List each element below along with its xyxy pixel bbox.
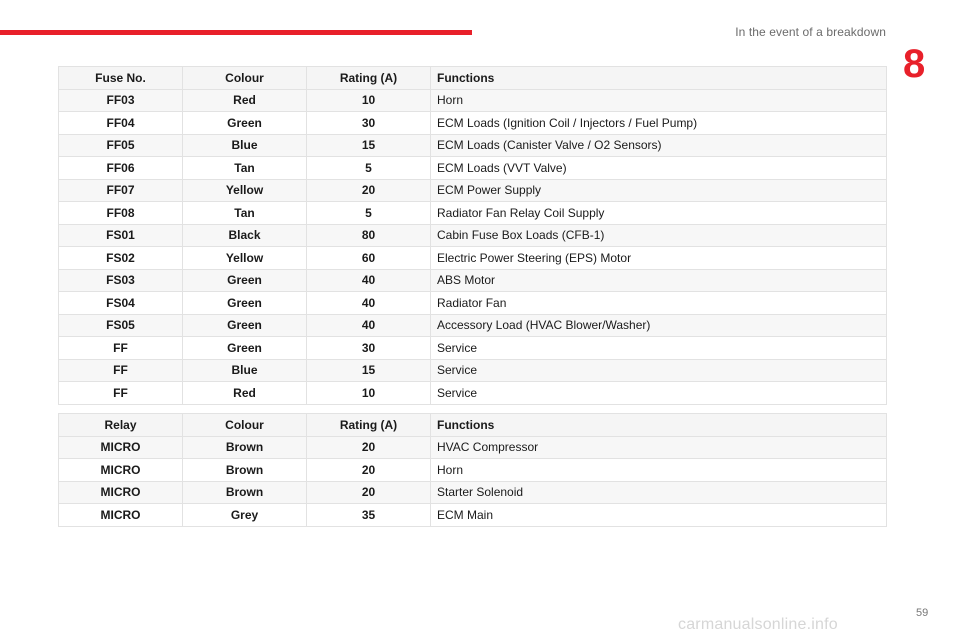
cell-rating: 30 (307, 112, 431, 135)
cell-colour: Grey (183, 504, 307, 527)
cell-number: FF06 (59, 157, 183, 180)
cell-number: FF08 (59, 202, 183, 225)
cell-colour: Yellow (183, 247, 307, 270)
table-row (59, 179, 887, 202)
cell-function: ECM Loads (VVT Valve) (431, 157, 887, 180)
cell-function: Service (431, 382, 887, 405)
cell-colour: Green (183, 112, 307, 135)
cell-rating: 40 (307, 269, 431, 292)
cell-number: FF (59, 337, 183, 360)
cell-rating: 80 (307, 224, 431, 247)
cell-rating: 40 (307, 314, 431, 337)
section-title: In the event of a breakdown (735, 25, 886, 39)
table-row (59, 459, 887, 482)
cell-number: FF (59, 382, 183, 405)
table-row (59, 224, 887, 247)
cell-colour: Yellow (183, 179, 307, 202)
table-row (59, 157, 887, 180)
cell-rating: 30 (307, 337, 431, 360)
table-header-row (59, 67, 887, 90)
cell-function: Electric Power Steering (EPS) Motor (431, 247, 887, 270)
cell-function: Service (431, 337, 887, 360)
table-row (59, 247, 887, 270)
cell-rating: 5 (307, 157, 431, 180)
cell-rating: 5 (307, 202, 431, 225)
table-row (59, 292, 887, 315)
cell-colour: Red (183, 89, 307, 112)
cell-rating: 10 (307, 89, 431, 112)
cell-colour: Black (183, 224, 307, 247)
cell-rating: 15 (307, 359, 431, 382)
cell-number: MICRO (59, 436, 183, 459)
cell-number: MICRO (59, 481, 183, 504)
cell-function: Radiator Fan Relay Coil Supply (431, 202, 887, 225)
table-row (59, 269, 887, 292)
header-cell-number: Fuse No. (59, 67, 183, 90)
cell-function: Radiator Fan (431, 292, 887, 315)
cell-rating: 20 (307, 179, 431, 202)
header-cell-rating: Rating (A) (307, 67, 431, 90)
table-header-row (59, 414, 887, 437)
chapter-number: 8 (903, 42, 926, 86)
watermark: carmanualsonline.info (678, 616, 838, 633)
table-row (59, 481, 887, 504)
cell-rating: 60 (307, 247, 431, 270)
cell-colour: Green (183, 314, 307, 337)
cell-colour: Tan (183, 157, 307, 180)
table-row (59, 112, 887, 135)
cell-function: Starter Solenoid (431, 481, 887, 504)
cell-function: ABS Motor (431, 269, 887, 292)
cell-rating: 20 (307, 481, 431, 504)
table-row (59, 202, 887, 225)
header-cell-function: Functions (431, 414, 887, 437)
cell-number: FS02 (59, 247, 183, 270)
cell-number: FF07 (59, 179, 183, 202)
cell-number: MICRO (59, 459, 183, 482)
page-number: 59 (916, 607, 929, 619)
cell-function: ECM Power Supply (431, 179, 887, 202)
cell-rating: 40 (307, 292, 431, 315)
fuse-table (58, 66, 887, 405)
cell-function: Horn (431, 459, 887, 482)
table-row (59, 436, 887, 459)
cell-rating: 20 (307, 459, 431, 482)
cell-function: ECM Loads (Ignition Coil / Injectors / Fuel Pump) (431, 112, 887, 135)
cell-number: FF04 (59, 112, 183, 135)
cell-function: ECM Main (431, 504, 887, 527)
header-cell-number: Relay (59, 414, 183, 437)
cell-rating: 10 (307, 382, 431, 405)
cell-rating: 20 (307, 436, 431, 459)
cell-colour: Blue (183, 134, 307, 157)
cell-number: FS05 (59, 314, 183, 337)
cell-colour: Brown (183, 481, 307, 504)
cell-function: Cabin Fuse Box Loads (CFB-1) (431, 224, 887, 247)
cell-number: FS01 (59, 224, 183, 247)
cell-number: FS04 (59, 292, 183, 315)
cell-number: FF (59, 359, 183, 382)
table-row (59, 89, 887, 112)
cell-colour: Red (183, 382, 307, 405)
cell-number: FS03 (59, 269, 183, 292)
cell-function: Service (431, 359, 887, 382)
cell-rating: 15 (307, 134, 431, 157)
table-row (59, 382, 887, 405)
table-row (59, 134, 887, 157)
header-accent-bar (0, 30, 472, 35)
table-row (59, 337, 887, 360)
table-row (59, 314, 887, 337)
cell-colour: Blue (183, 359, 307, 382)
cell-number: FF03 (59, 89, 183, 112)
cell-colour: Green (183, 269, 307, 292)
header-cell-colour: Colour (183, 67, 307, 90)
cell-colour: Brown (183, 436, 307, 459)
cell-function: Accessory Load (HVAC Blower/Washer) (431, 314, 887, 337)
header-cell-colour: Colour (183, 414, 307, 437)
cell-colour: Brown (183, 459, 307, 482)
relay-table (58, 413, 887, 527)
table-row (59, 359, 887, 382)
header-cell-function: Functions (431, 67, 887, 90)
header-cell-rating: Rating (A) (307, 414, 431, 437)
cell-colour: Green (183, 292, 307, 315)
cell-number: FF05 (59, 134, 183, 157)
cell-function: Horn (431, 89, 887, 112)
cell-colour: Tan (183, 202, 307, 225)
cell-rating: 35 (307, 504, 431, 527)
table-row (59, 504, 887, 527)
cell-function: HVAC Compressor (431, 436, 887, 459)
cell-number: MICRO (59, 504, 183, 527)
cell-colour: Green (183, 337, 307, 360)
cell-function: ECM Loads (Canister Valve / O2 Sensors) (431, 134, 887, 157)
